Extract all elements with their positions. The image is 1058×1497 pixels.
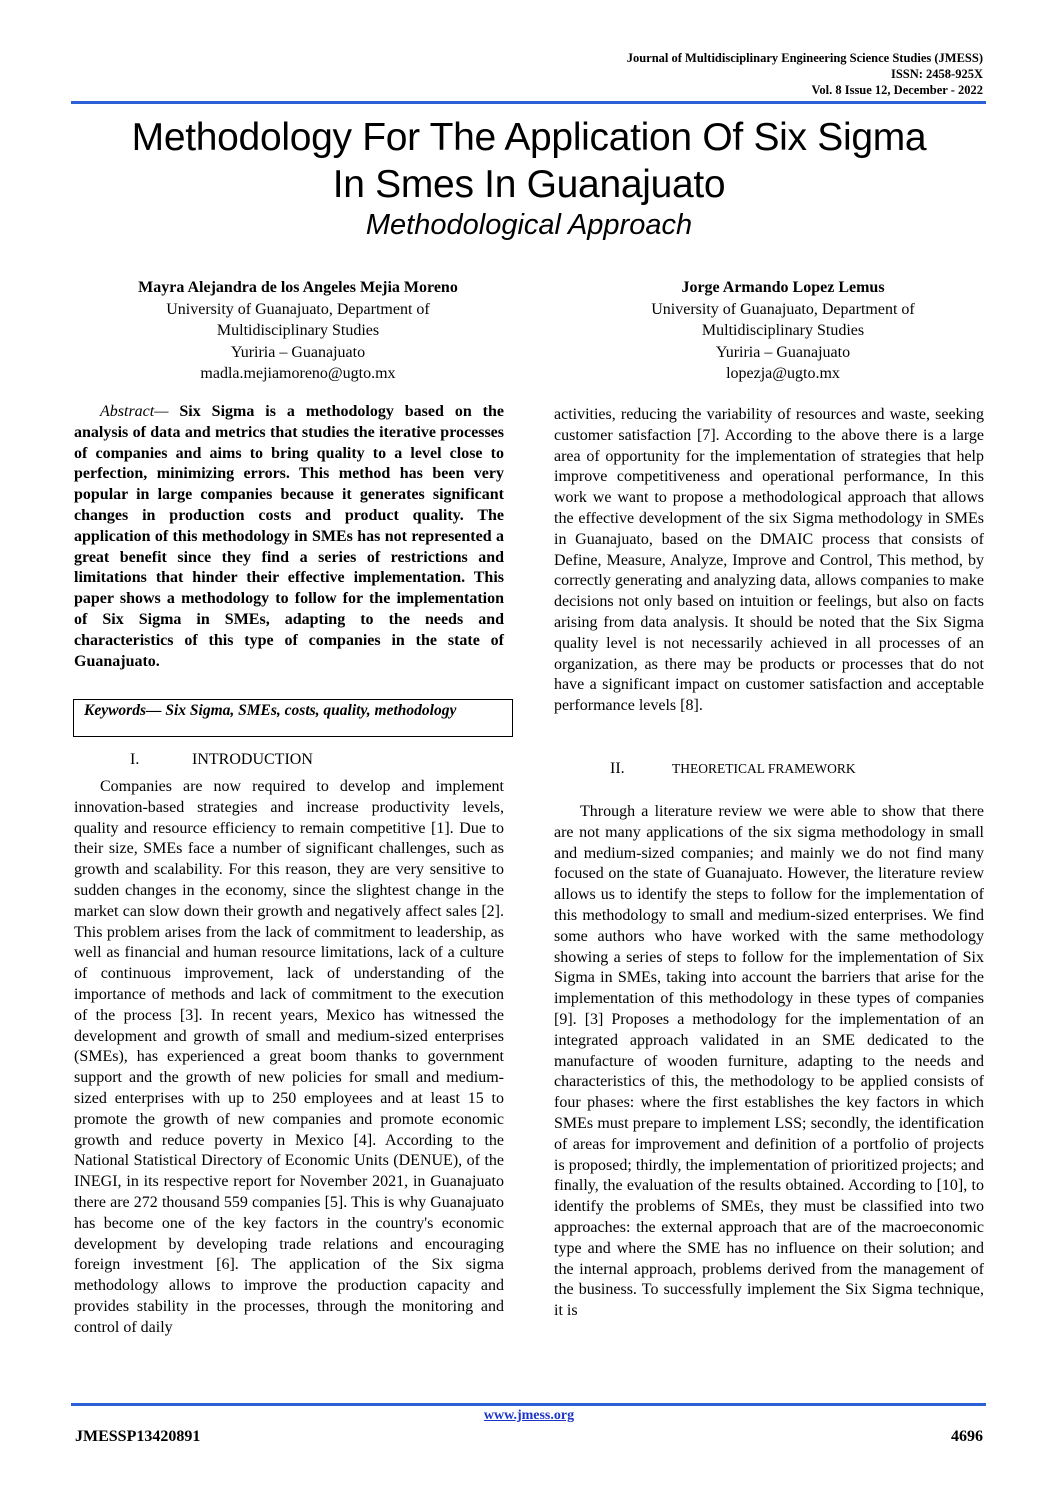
author-location: Yuriria – Guanajuato bbox=[230, 343, 366, 361]
footer-divider bbox=[71, 1403, 986, 1406]
title-line-1: Methodology For The Application Of Six Sigma bbox=[131, 116, 927, 159]
author-location: Yuriria – Guanajuato bbox=[715, 343, 851, 361]
author-block-2 bbox=[563, 277, 1003, 385]
author-email[interactable]: lopezja@ugto.mx bbox=[726, 365, 840, 382]
section-title: THEORETICAL FRAMEWORK bbox=[672, 761, 856, 776]
section-heading-introduction bbox=[130, 751, 313, 769]
author-email[interactable]: madla.mejiamoreno@ugto.mx bbox=[200, 365, 396, 382]
author-affiliation-dept: Multidisciplinary Studies bbox=[701, 322, 865, 339]
paper-subtitle: Methodological Approach bbox=[365, 209, 693, 241]
journal-volume: Vol. 8 Issue 12, December - 2022 bbox=[811, 83, 983, 97]
author-block-1 bbox=[78, 277, 518, 385]
introduction-body bbox=[74, 777, 504, 1339]
section-number: I. bbox=[130, 751, 140, 768]
header-divider bbox=[71, 101, 986, 104]
author-name: Jorge Armando Lopez Lemus bbox=[681, 279, 885, 296]
abstract-label: Abstract— bbox=[100, 403, 169, 420]
theoretical-framework-body bbox=[554, 802, 984, 1322]
section-title: INTRODUCTION bbox=[192, 751, 313, 768]
paper-title bbox=[60, 114, 998, 208]
section-heading-theoretical-framework bbox=[610, 760, 856, 778]
section-number: II. bbox=[610, 760, 625, 777]
title-line-2: In Smes In Guanajuato bbox=[332, 163, 726, 206]
journal-issn: ISSN: 2458-925X bbox=[890, 67, 983, 81]
page-number: 4696 bbox=[951, 1428, 983, 1445]
introduction-continued-paragraph: activities, reducing the variability of resources and waste, seeking customer satisfaction [7]. According to the above there is a large area of opportunity for the implementation of strategies that help improve competitiveness and operational performance, In this work we want to propose a methodological approach that allows the effective development of the six Sigma methodology in SMEs in Guanajuato, based on the DMAIC process that consists of Define, Measure, Analyze, Improve and Control, This method, by correctly generating and analyzing data, allows companies to make decisions not only based on intuition or feelings, but also on facts arising from data analysis. It should be noted that the Six Sigma quality level is not necessarily achieved in all processes of an organization, as there may be products or processes that do not have a significant impact on customer satisfaction and acceptable performance levels [8]. bbox=[554, 406, 984, 715]
journal-url-link[interactable]: www.jmess.org bbox=[483, 1408, 575, 1423]
abstract bbox=[74, 402, 504, 672]
keywords-text: Six Sigma, SMEs, costs, quality, methodology bbox=[165, 702, 457, 719]
journal-name: Journal of Multidisciplinary Engineering Science Studies (JMESS) bbox=[626, 51, 983, 65]
author-name: Mayra Alejandra de los Angeles Mejia Moreno bbox=[138, 279, 458, 296]
abstract-text: Six Sigma is a methodology based on the analysis of data and metrics that studies the iterative processes of companies and aims to bring quality to a level close to perfection, minimizing errors. This method has been very popular in large companies because it generates significant changes in production costs and product quality. The application of this methodology in SMEs has not represented a great benefit since they find a series of restrictions and limitations that hinder their effective implementation. This paper shows a methodology to follow for the implementation of Six Sigma in SMEs, adapting to the needs and characteristics of this type of companies in the state of Guanajuato. bbox=[74, 403, 504, 670]
paper-id: JMESSP13420891 bbox=[75, 1428, 201, 1445]
introduction-continued bbox=[554, 405, 984, 717]
theoretical-framework-paragraph: Through a literature review we were able to show that there are not many applications of the six sigma methodology in small and medium-sized companies; and mainly we do not find many focused on the state of Guanajuato. However, the literature review allows us to identify the steps to follow for the implementation of this methodology to small and medium-sized enterprises. We find some authors who have worked with the same methodology showing a series of steps to follow for the implementation of Six Sigma in SMEs, taking into account the barriers that arise for the implementation of this methodology in these types of companies [9]. [3] Proposes a methodology for the implementation of an integrated approach validated in an SME dedicated to the manufacture of wooden furniture, adapting to the needs and characteristics of this, the methodology to be applied consists of four phases: where the first establishes the key factors in which SMEs must prepare to implement LSS; secondly, the identification of areas for improvement and definition of a portfolio of projects is proposed; thirdly, the implementation of prioritized projects; and finally, the evaluation of the results obtained. According to [10], to identify the problems of SMEs, they must be classified into two approaches: the external approach that are of the macroeconomic type and where the SME has no influence on their solution; and the internal approach, problems derived from the management of the business. To successfully implement the Six Sigma technique, it is bbox=[554, 803, 984, 1320]
author-affiliation: University of Guanajuato, Department of bbox=[166, 300, 430, 318]
author-affiliation-dept: Multidisciplinary Studies bbox=[216, 322, 380, 339]
keywords-box bbox=[73, 699, 513, 737]
keywords-label: Keywords— bbox=[84, 702, 162, 719]
journal-header bbox=[627, 50, 983, 98]
author-affiliation: University of Guanajuato, Department of bbox=[651, 300, 915, 318]
introduction-paragraph: Companies are now required to develop and implement innovation-based strategies and increase productivity levels, quality and resource efficiency to remain competitive [1]. Due to their size, SMEs face a number of significant challenges, such as growth and scalability. For this reason, they are very sensitive to sudden changes in the economy, since the slightest change in the market can slow down their growth and negatively affect sales [2]. This problem arises from the lack of commitment to leadership, as well as financial and human resource limitations, lack of a culture of continuous improvement, lack of understanding of the importance of methods and lack of commitment to the execution of the process [3]. In recent years, Mexico has witnessed the development and growth of small and medium-sized enterprises (SMEs), has experienced a great boom thanks to government support and the growth of new policies for small and medium-sized enterprises with up to 250 employees and at least 15 to promote the growth of new companies and promote economic growth and reduce poverty in Mexico [4]. According to the National Statistical Directory of Economic Units (DENUE), of the INEGI, in its respective report for November 2021, in Guanajuato there are 272 thousand 559 companies [5]. This is why Guanajuato has become one of the key factors in the country's economic development by developing trade relations and encouraging foreign investment [6]. The application of the Six sigma methodology allows to improve the production capacity and provides stability in the processes, through the monitoring and control of daily bbox=[74, 778, 504, 1336]
